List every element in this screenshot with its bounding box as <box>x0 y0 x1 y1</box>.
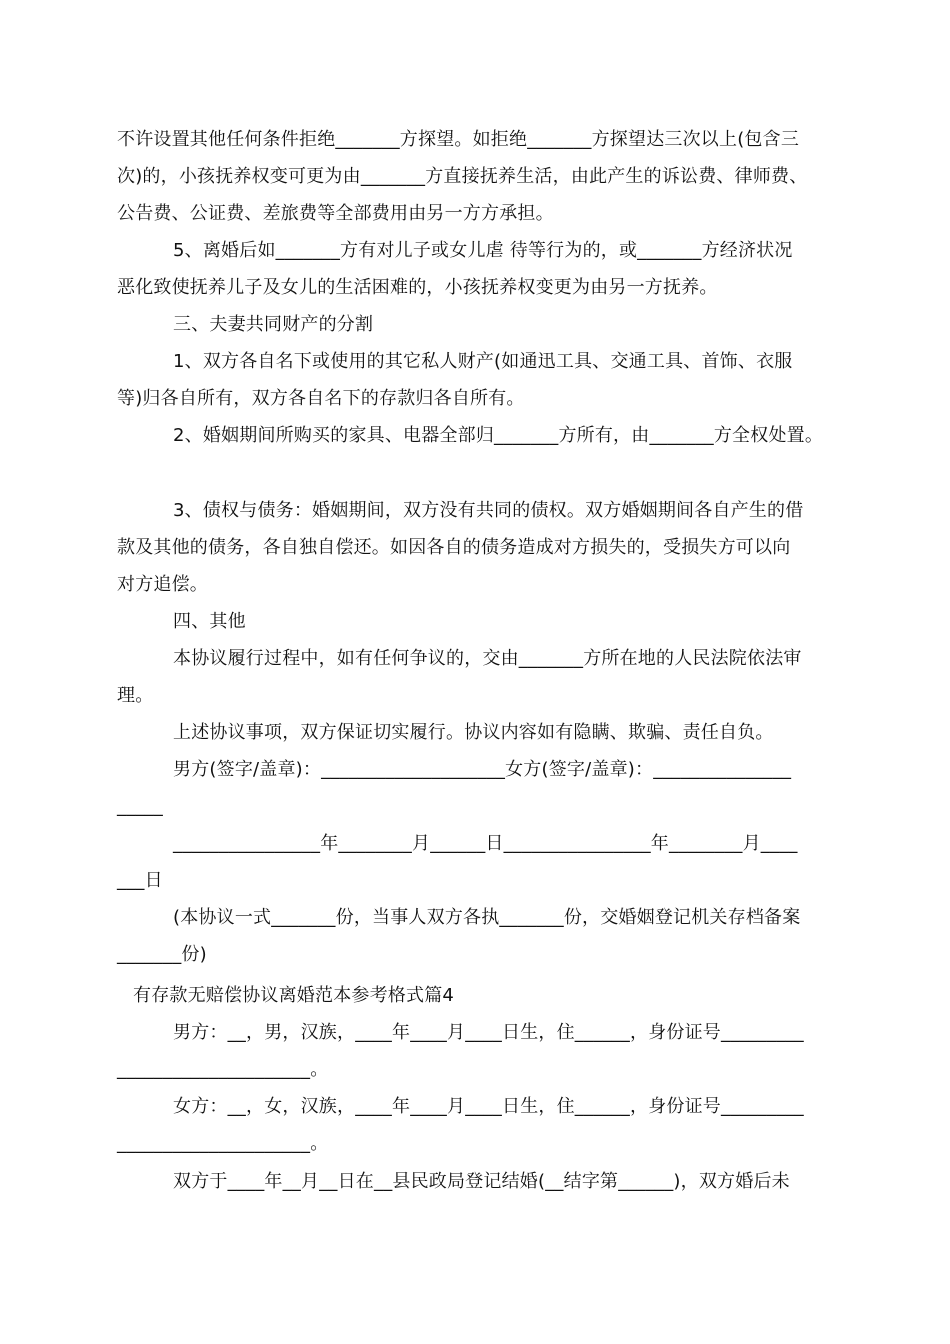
paragraph-line: 不许设置其他任何条件拒绝_______方探望。如拒绝_______方探望达三次以上(包含三 <box>117 129 800 150</box>
paragraph-line: 公告费、公证费、差旅费等全部费用由另一方方承担。 <box>117 203 554 224</box>
paragraph-line: 理。 <box>117 685 154 706</box>
section-heading: 四、其他 <box>173 611 246 632</box>
section-heading: 三、夫妻共同财产的分割 <box>173 314 374 335</box>
paragraph-line: 恶化致使抚养儿子及女儿的生活困难的，小孩抚养权变更为由另一方抚养。 <box>117 277 718 298</box>
paragraph-line: 等)归各自所有，双方各自名下的存款归各自所有。 <box>117 388 525 409</box>
date-line: ________________年________月______日________________年________月____ <box>173 833 798 854</box>
signature-line: 男方(签字/盖章)：____________________女方(签字/盖章)：_______________ <box>173 759 792 780</box>
paragraph-line: 2、婚姻期间所购买的家具、电器全部归_______方所有，由_______方全权处置。 <box>173 425 824 446</box>
party-line: _____________________。 <box>117 1133 329 1154</box>
paragraph-line: 5、离婚后如_______方有对儿子或女儿虐 待等行为的，或_______方经济状况 <box>173 240 793 261</box>
paragraph-line: 3、债权与债务：婚姻期间，双方没有共同的债权。双方婚姻期间各自产生的借 <box>173 500 804 521</box>
paragraph-line: 次)的，小孩抚养权变可更为由_______方直接抚养生活，由此产生的诉讼费、律师费、 <box>117 166 808 187</box>
paragraph-line: 对方追偿。 <box>117 574 208 595</box>
paragraph-line: 款及其他的债务，各自独自偿还。如因各自的债务造成对方损失的，受损失方可以向 <box>117 537 791 558</box>
paragraph-line: (本协议一式_______份，当事人双方各执_______份，交婚姻登记机关存档备案 <box>173 907 801 928</box>
paragraph-line: 上述协议事项，双方保证切实履行。协议内容如有隐瞒、欺骗、责任自负。 <box>173 722 774 743</box>
paragraph-line: 本协议履行过程中，如有任何争议的，交由_______方所在地的人民法院依法审 <box>173 648 802 669</box>
date-line: ___日 <box>117 870 163 891</box>
party-line: 男方：__，男，汉族，____年____月____日生，住______，身份证号_________ <box>173 1022 804 1043</box>
party-line: 女方：__，女，汉族，____年____月____日生，住______，身份证号_________ <box>173 1096 804 1117</box>
paragraph-line: _______份) <box>117 944 207 965</box>
signature-line: _____ <box>117 796 163 817</box>
party-line: _____________________。 <box>117 1059 329 1080</box>
paragraph-line: 1、双方各自名下或使用的其它私人财产(如通迅工具、交通工具、首饰、衣服 <box>173 351 793 372</box>
section-title: 有存款无赔偿协议离婚范本参考格式篇4 <box>133 985 455 1006</box>
paragraph-line: 双方于____年__月__日在__县民政局登记结婚(__结字第______)，双方婚后未 <box>173 1171 790 1192</box>
